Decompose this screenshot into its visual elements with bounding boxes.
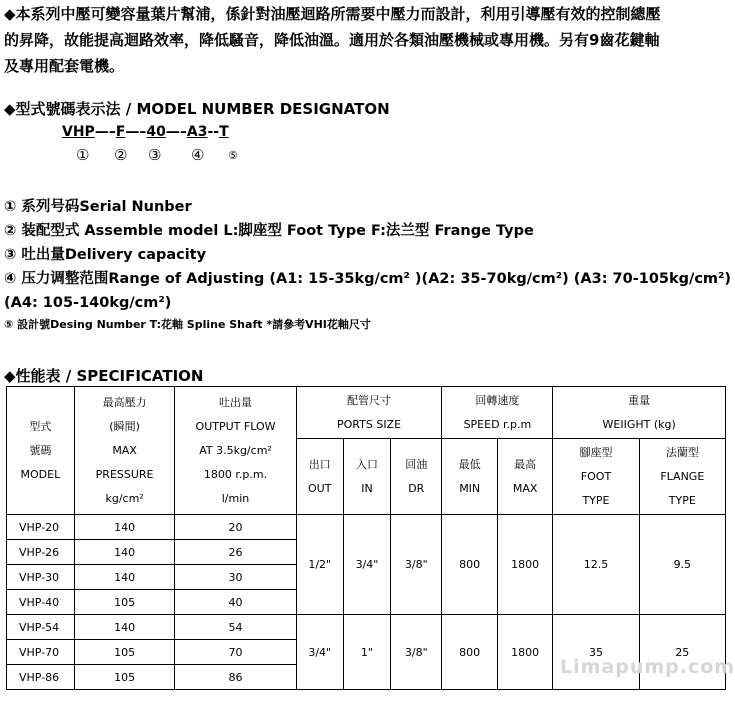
code-part-design: T (219, 124, 229, 140)
group2-in: 1" (343, 615, 390, 690)
marker-3: ③ (148, 146, 162, 164)
group1-dr: 3/8" (391, 515, 442, 615)
code-part-assembly: F (115, 124, 126, 140)
code-dash: —– (165, 124, 187, 140)
marker-1: ① (76, 146, 90, 164)
marker-2: ② (114, 146, 128, 164)
specification-heading: ◆性能表 / SPECIFICATION (4, 367, 204, 385)
code-dash: -- (207, 124, 220, 140)
marker-5: ⑤ (228, 149, 238, 162)
code-dash: —– (125, 124, 147, 140)
header-out: 出口 OUT (296, 439, 343, 515)
group2-foot: 35 (553, 615, 639, 690)
table-row: VHP-54 140 54 3/4" 1" 3/8" 800 1800 35 25 (7, 615, 726, 640)
definition-4-cont: (A4: 105-140kg/cm²) (4, 295, 172, 311)
code-part-range: A3 (186, 124, 208, 140)
table-row: VHP-26 140 26 (7, 540, 726, 565)
intro-line-2: 的昇降，故能提高迴路效率，降低騷音，降低油溫。適用於各類油壓機械或專用機。另有9齒花鍵軸 (4, 31, 660, 49)
model-code-example (62, 124, 229, 140)
model-number-heading: ◆型式號碼表示法 / MODEL NUMBER DESIGNATON (4, 100, 390, 118)
marker-4: ④ (191, 146, 205, 164)
code-part-capacity: 40 (146, 124, 166, 140)
header-model: 型式 號碼 MODEL (7, 387, 75, 515)
definition-2: ② 装配型式 Assemble model L:脚座型 Foot Type F:法兰型 Frange Type (4, 223, 534, 239)
site-watermark: Limapump.com (560, 656, 735, 678)
table-row: VHP-70 105 70 (7, 640, 726, 665)
group2-out: 3/4" (296, 615, 343, 690)
group1-flange: 9.5 (639, 515, 725, 615)
intro-paragraph (4, 1, 732, 79)
group2-dr: 3/8" (391, 615, 442, 690)
group2-min: 800 (442, 615, 497, 690)
header-speed: 回轉速度 SPEED r.p.m (442, 387, 553, 439)
group2-flange: 25 (639, 615, 725, 690)
group2-max: 1800 (497, 615, 552, 690)
group1-max: 1800 (497, 515, 552, 615)
definition-1: ① 系列号码Serial Nunber (4, 199, 192, 215)
specification-table (6, 386, 726, 690)
header-dr: 回油 DR (391, 439, 442, 515)
header-flange-type: 法蘭型 FLANGE TYPE (639, 439, 725, 515)
definition-5: ⑤ 設計號Desing Number T:花軸 Spline Shaft *請參考VHI花軸尺寸 (4, 318, 371, 331)
intro-line-1: ◆本系列中壓可變容量葉片幫浦，係針對油壓迴路所需要中壓力而設計，利用引導壓有效的控制總壓 (4, 5, 661, 23)
table-row: VHP-40 105 40 (7, 590, 726, 615)
header-max: 最高 MAX (497, 439, 552, 515)
code-index-markers (0, 146, 300, 166)
code-dash: —– (94, 124, 116, 140)
table-row: VHP-20 140 20 1/2" 3/4" 3/8" 800 1800 12.5 9.5 (7, 515, 726, 540)
group1-foot: 12.5 (553, 515, 639, 615)
definition-4: ④ 压力调整范围Range of Adjusting (A1: 15-35kg/cm² )(A2: 35-70kg/cm²) (A3: 70-105kg/cm²) (4, 271, 732, 287)
header-ports-size: 配管尺寸 PORTS SIZE (296, 387, 442, 439)
header-in: 入口 IN (343, 439, 390, 515)
definition-3: ③ 吐出量Delivery capacity (4, 247, 207, 263)
intro-line-3: 及專用配套電機。 (4, 57, 125, 75)
group1-min: 800 (442, 515, 497, 615)
header-output-flow: 吐出量 OUTPUT FLOW AT 3.5kg/cm² 1800 r.p.m. l/min (175, 387, 296, 515)
header-min: 最低 MIN (442, 439, 497, 515)
table-row: VHP-30 140 30 (7, 565, 726, 590)
group1-out: 1/2" (296, 515, 343, 615)
table-row: VHP-86 105 86 (7, 665, 726, 690)
code-part-series: VHP (62, 124, 95, 140)
header-foot-type: 腳座型 FOOT TYPE (553, 439, 639, 515)
header-pressure: 最高壓力 (瞬間) MAX PRESSURE kg/cm² (74, 387, 175, 515)
code-definitions (4, 195, 732, 335)
header-weight: 重量 WEIIGHT (kg) (553, 387, 726, 439)
group1-in: 3/4" (343, 515, 390, 615)
